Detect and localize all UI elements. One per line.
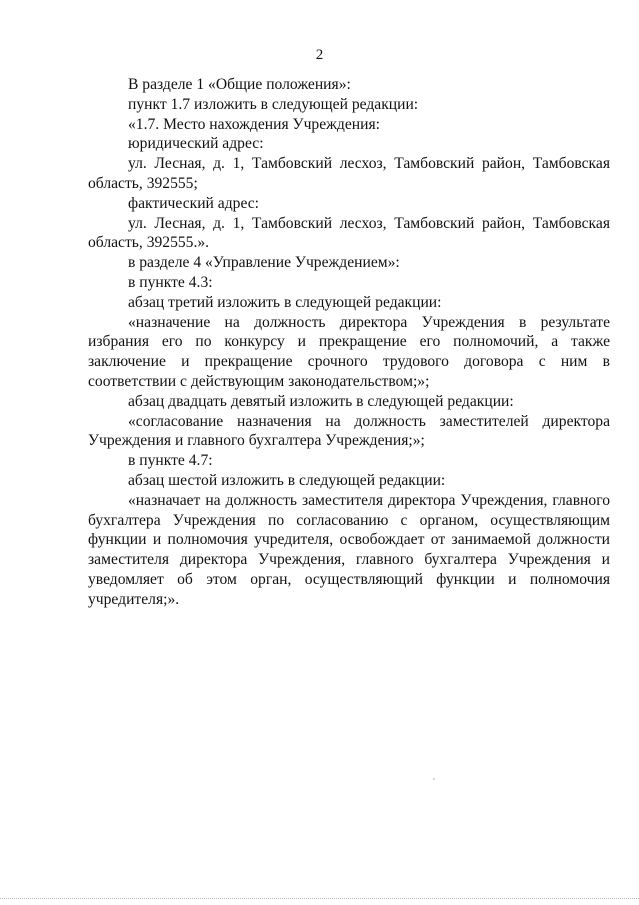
document-body: [88, 75, 610, 610]
paragraph-legal-address-label: юридический адрес:: [128, 135, 264, 153]
paragraph-item-4-7: в пункте 4.7:: [128, 452, 213, 470]
scan-bottom-edge: [0, 898, 639, 899]
paragraph-sixth-clause-instruction: абзац шестой изложить в следующей редакции:: [128, 471, 446, 489]
paragraph-item-4-3: в пункте 4.3:: [128, 273, 213, 291]
paragraph-actual-address: ул. Лесная, д. 1, Тамбовский лесхоз, Тамбовский район, Тамбовская область, 392555.».: [88, 214, 610, 252]
paragraph-third-clause-instruction: абзац третий изложить в следующей редакции:: [128, 293, 442, 311]
page-number: 2: [315, 47, 324, 63]
paragraph-twenty-ninth-clause-text: «согласование назначения на должность заместителей директора Учреждения и главного бухгалтера Учреждения;»;: [88, 412, 610, 450]
paragraph-legal-address: ул. Лесная, д. 1, Тамбовский лесхоз, Тамбовский район, Тамбовская область, 392555;: [88, 155, 610, 192]
paragraph-third-clause-text: «назначение на должность директора Учреждения в результате избрания его по конкурсу и прекращение его полномочий, а также заключение и прекращение срочного трудового договора с ним в соответствии с действующим законодательством;»;: [88, 313, 610, 390]
paragraph-section-1-heading: В разделе 1 «Общие положения»:: [128, 76, 351, 93]
paragraph-sixth-clause-text: «назначает на должность заместителя директора Учреждения, главного бухгалтера Учреждения по согласованию с органом, осуществляющим функции и полномочия учредителя, освобождает от занимаемой должности заместителя директора Учреждения, главного бухгалтера Учреждения и уведомляет об этом орган, осуществляющий функции и полномочия учредителя;».: [88, 491, 610, 608]
paragraph-section-4-heading: в разделе 4 «Управление Учреждением»:: [128, 254, 400, 272]
paragraph-item-1-7-instruction: пункт 1.7 изложить в следующей редакции:: [128, 95, 419, 113]
scan-speck: [433, 778, 435, 780]
paragraph-item-1-7-title: «1.7. Место нахождения Учреждения:: [128, 115, 380, 133]
paragraph-actual-address-label: фактический адрес:: [128, 194, 260, 212]
paragraph-twenty-ninth-clause-instruction: абзац двадцать девятый изложить в следующей редакции:: [128, 392, 514, 410]
